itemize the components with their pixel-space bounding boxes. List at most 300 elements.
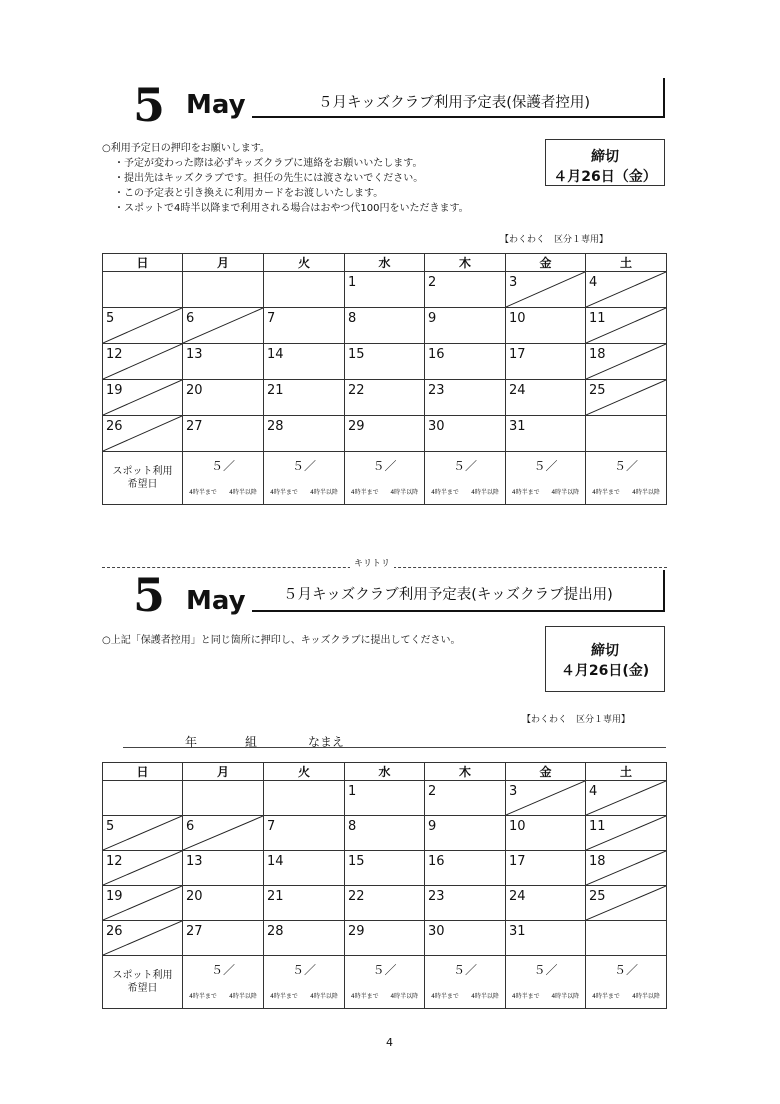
week-row (103, 308, 667, 344)
day-number: 26 (106, 419, 123, 434)
before-430-option[interactable]: 4時半まで (431, 992, 459, 1000)
day-number: 6 (186, 819, 195, 834)
weekday-header: 月 (183, 254, 264, 272)
slash-line (103, 308, 182, 343)
closed-day-slash (586, 851, 666, 885)
day-cell[interactable] (264, 308, 345, 344)
day-number: 11 (589, 819, 606, 834)
day-cell[interactable] (345, 886, 425, 921)
weekday-header: 土 (586, 763, 667, 781)
spot-time-row (103, 479, 667, 505)
day-number: 7 (267, 819, 276, 834)
day-number: 15 (348, 854, 365, 869)
slash-line (103, 380, 182, 415)
closed-day-slash (506, 272, 585, 307)
spot-date-text: ５／ (452, 962, 477, 977)
day-number: 30 (428, 419, 445, 434)
after-430-option[interactable]: 4時半以降 (551, 992, 580, 1000)
day-number: 12 (106, 854, 123, 869)
before-430-option[interactable]: 4時半まで (431, 488, 459, 496)
note-line: ・提出先はキッズクラブです。担任の先生には渡さないでください。 (114, 173, 424, 184)
before-430-option[interactable]: 4時半まで (189, 488, 217, 496)
day-cell[interactable] (345, 380, 425, 416)
submit-note: ○上記「保護者控用」と同じ箇所に押印し、キッズクラブに提出してください。 (102, 635, 461, 646)
day-number: 2 (428, 275, 437, 290)
note-line: ○利用予定日の押印をお願いします。 (102, 143, 270, 154)
weekday-header: 水 (345, 763, 425, 781)
before-430-option[interactable]: 4時半まで (350, 992, 379, 1000)
weekday-header: 金 (506, 763, 586, 781)
category-tag: 【わくわく 区分１専用】 (522, 715, 631, 725)
weekday-header: 水 (345, 254, 425, 272)
day-number: 20 (186, 889, 203, 904)
day-cell[interactable] (264, 344, 345, 380)
time-options (425, 487, 505, 496)
after-430-option[interactable]: 4時半以降 (229, 992, 257, 1000)
day-number: 15 (348, 347, 365, 362)
time-options (586, 487, 666, 496)
day-cell[interactable] (103, 380, 183, 416)
day-cell[interactable] (506, 851, 586, 886)
day-number: 4 (589, 275, 598, 290)
spot-date-text: ５／ (533, 458, 558, 473)
spot-time-cell (506, 479, 586, 505)
day-cell[interactable] (103, 416, 183, 452)
day-cell[interactable] (425, 886, 506, 921)
time-options (345, 991, 424, 1000)
deadline-date: ４月26日（金） (553, 169, 657, 185)
day-cell[interactable] (103, 851, 183, 886)
week-row (103, 851, 667, 886)
spot-date-cell[interactable] (425, 956, 506, 983)
after-430-option[interactable]: 4時半以降 (551, 488, 580, 496)
day-number: 28 (267, 419, 284, 434)
before-430-option[interactable]: 4時半まで (350, 488, 379, 496)
slash-line (183, 816, 263, 850)
closed-day-slash (183, 816, 263, 850)
slash-line (103, 921, 182, 955)
day-cell[interactable] (183, 380, 264, 416)
time-options (425, 991, 505, 1000)
spot-date-text: ５／ (613, 458, 638, 473)
before-430-option[interactable]: 4時半まで (270, 488, 298, 496)
day-cell[interactable] (264, 781, 345, 816)
closed-day-slash (183, 308, 263, 343)
closed-day-slash (103, 921, 182, 955)
day-number: 5 (106, 819, 115, 834)
day-number: 31 (509, 924, 526, 939)
notes (102, 141, 469, 216)
slash-line (506, 272, 585, 307)
day-cell[interactable] (103, 921, 183, 956)
spot-date-cell[interactable] (586, 452, 667, 479)
closed-day-slash (103, 886, 182, 920)
title-underline (252, 610, 665, 612)
weekday-header: 日 (103, 763, 183, 781)
time-options (586, 991, 666, 1000)
day-number: 27 (186, 419, 203, 434)
closed-day-slash (103, 851, 182, 885)
day-cell[interactable] (506, 816, 586, 851)
spot-time-row (103, 983, 667, 1009)
closed-day-slash (103, 344, 182, 379)
slash-line (103, 344, 182, 379)
day-number: 5 (106, 311, 115, 326)
day-cell[interactable] (183, 816, 264, 851)
before-430-option[interactable]: 4時半まで (511, 488, 540, 496)
class-field-label: 組 (245, 735, 258, 749)
day-cell[interactable] (586, 380, 667, 416)
weekday-header: 月 (183, 763, 264, 781)
day-cell[interactable] (264, 272, 345, 308)
spot-row (103, 452, 667, 479)
spot-date-cell[interactable] (506, 956, 586, 983)
page-title: ５月キッズクラブ利用予定表(保護者控用) (318, 95, 591, 111)
closed-day-slash (586, 272, 666, 307)
day-cell[interactable] (264, 921, 345, 956)
day-cell[interactable] (586, 781, 667, 816)
week-row (103, 272, 667, 308)
closed-day-slash (586, 781, 666, 815)
day-cell[interactable] (345, 816, 425, 851)
after-430-option[interactable]: 4時半以降 (229, 488, 257, 496)
day-number: 17 (509, 347, 526, 362)
after-430-option[interactable]: 4時半以降 (471, 992, 499, 1000)
day-cell[interactable] (425, 308, 506, 344)
week-row (103, 344, 667, 380)
deadline-label: 締切 (591, 643, 619, 659)
after-430-option[interactable]: 4時半以降 (632, 488, 660, 496)
closed-day-slash (586, 344, 666, 379)
spot-date-text: ５／ (291, 458, 316, 473)
day-cell[interactable] (425, 380, 506, 416)
spot-time-cell (264, 479, 345, 505)
day-cell[interactable] (425, 781, 506, 816)
spot-label-line: 希望日 (127, 983, 158, 994)
weekday-row (103, 763, 667, 781)
day-cell[interactable] (506, 344, 586, 380)
slash-line (586, 781, 666, 815)
spot-date-cell[interactable] (264, 956, 345, 983)
slash-line (586, 380, 666, 415)
day-cell[interactable] (345, 272, 425, 308)
day-cell[interactable] (506, 308, 586, 344)
day-number: 9 (428, 311, 437, 326)
slash-line (506, 781, 585, 815)
day-cell[interactable] (586, 851, 667, 886)
day-number: 3 (509, 275, 518, 290)
day-cell[interactable] (183, 416, 264, 452)
week-row (103, 380, 667, 416)
week-row (103, 886, 667, 921)
day-cell[interactable] (425, 921, 506, 956)
after-430-option[interactable]: 4時半以降 (390, 992, 419, 1000)
weekday-header: 木 (425, 763, 506, 781)
spot-time-cell (425, 983, 506, 1009)
day-number: 26 (106, 924, 123, 939)
day-cell[interactable] (264, 380, 345, 416)
spot-row (103, 956, 667, 983)
month-number: 5 (133, 78, 166, 132)
day-cell[interactable] (103, 308, 183, 344)
day-number: 19 (106, 889, 123, 904)
day-number: 25 (589, 889, 606, 904)
day-cell[interactable] (183, 921, 264, 956)
day-number: 18 (589, 347, 606, 362)
spot-date-cell[interactable] (183, 956, 264, 983)
day-cell[interactable] (183, 272, 264, 308)
day-cell[interactable] (103, 344, 183, 380)
spot-label-line: スポット利用 (112, 466, 173, 477)
day-number: 22 (348, 889, 365, 904)
time-options (345, 487, 424, 496)
day-number: 1 (348, 275, 357, 290)
slash-line (103, 851, 182, 885)
day-number: 29 (348, 419, 365, 434)
day-number: 27 (186, 924, 203, 939)
day-number: 22 (348, 383, 365, 398)
spot-date-text: ５／ (210, 962, 235, 977)
spot-date-text: ５／ (452, 458, 477, 473)
spot-time-cell (264, 983, 345, 1009)
day-cell[interactable] (103, 886, 183, 921)
day-number: 2 (428, 784, 437, 799)
weekday-header: 日 (103, 254, 183, 272)
closed-day-slash (586, 308, 666, 343)
day-number: 20 (186, 383, 203, 398)
closed-day-slash (586, 816, 666, 850)
day-number: 17 (509, 854, 526, 869)
day-cell[interactable] (103, 816, 183, 851)
spot-time-cell (183, 479, 264, 505)
day-number: 29 (348, 924, 365, 939)
name-field-label: なまえ (308, 735, 345, 749)
spot-label (103, 956, 183, 1009)
month-name: May (186, 90, 246, 120)
spot-date-cell[interactable] (264, 452, 345, 479)
weekday-header: 土 (586, 254, 667, 272)
day-number: 23 (428, 889, 445, 904)
closed-day-slash (103, 308, 182, 343)
day-number: 16 (428, 854, 445, 869)
weekday-header: 火 (264, 254, 345, 272)
day-cell[interactable] (586, 816, 667, 851)
spot-label (103, 452, 183, 505)
day-number: 30 (428, 924, 445, 939)
spot-date-cell[interactable] (586, 956, 667, 983)
day-cell[interactable] (103, 781, 183, 816)
spot-date-cell[interactable] (183, 452, 264, 479)
day-number: 25 (589, 383, 606, 398)
page-number: 4 (386, 1036, 393, 1049)
day-cell[interactable] (425, 851, 506, 886)
deadline-label: 締切 (591, 149, 619, 165)
day-cell[interactable] (586, 344, 667, 380)
spot-date-cell[interactable] (506, 452, 586, 479)
spot-date-cell[interactable] (345, 452, 425, 479)
spot-time-cell (345, 479, 425, 505)
time-options (264, 991, 344, 1000)
before-430-option[interactable]: 4時半まで (592, 992, 620, 1000)
day-cell[interactable] (264, 851, 345, 886)
spot-label-line: 希望日 (127, 479, 158, 490)
day-number: 21 (267, 383, 284, 398)
weekday-row (103, 254, 667, 272)
day-cell[interactable] (506, 781, 586, 816)
spot-time-cell (586, 983, 667, 1009)
day-cell[interactable] (425, 816, 506, 851)
deadline-box (545, 626, 665, 692)
slash-line (103, 416, 182, 451)
before-430-option[interactable]: 4時半まで (189, 992, 217, 1000)
closed-day-slash (103, 416, 182, 451)
day-cell[interactable] (506, 921, 586, 956)
after-430-option[interactable]: 4時半以降 (632, 992, 660, 1000)
slash-line (103, 886, 182, 920)
slash-line (586, 344, 666, 379)
day-number: 10 (509, 311, 526, 326)
month-name: May (186, 586, 246, 616)
day-number: 14 (267, 347, 284, 362)
student-info (123, 733, 666, 748)
day-cell[interactable] (425, 272, 506, 308)
closed-day-slash (103, 380, 182, 415)
before-430-option[interactable]: 4時半まで (511, 992, 540, 1000)
spot-time-cell (506, 983, 586, 1009)
day-cell[interactable] (345, 851, 425, 886)
day-number: 9 (428, 819, 437, 834)
day-cell[interactable] (183, 851, 264, 886)
spot-label-line: スポット利用 (112, 970, 173, 981)
day-cell[interactable] (345, 416, 425, 452)
day-cell[interactable] (506, 272, 586, 308)
slash-line (586, 272, 666, 307)
month-number: 5 (133, 568, 166, 622)
day-number: 1 (348, 784, 357, 799)
week-row (103, 781, 667, 816)
day-cell[interactable] (345, 308, 425, 344)
day-cell[interactable] (345, 781, 425, 816)
slash-line (586, 816, 666, 850)
day-number: 12 (106, 347, 123, 362)
slash-line (103, 816, 182, 850)
day-cell[interactable] (264, 416, 345, 452)
deadline-date: ４月26日(金) (560, 663, 650, 679)
week-row (103, 921, 667, 956)
day-cell[interactable] (183, 781, 264, 816)
spot-date-text: ５／ (372, 458, 397, 473)
day-cell[interactable] (586, 886, 667, 921)
after-430-option[interactable]: 4時半以降 (390, 488, 419, 496)
day-cell[interactable] (425, 344, 506, 380)
slash-line (586, 886, 666, 920)
slash-line (183, 308, 263, 343)
day-cell[interactable] (264, 886, 345, 921)
day-cell[interactable] (586, 272, 667, 308)
before-430-option[interactable]: 4時半まで (592, 488, 620, 496)
note-line: ・この予定表と引き換えに利用カードをお渡しいたします。 (114, 188, 384, 199)
day-cell[interactable] (183, 344, 264, 380)
day-cell[interactable] (425, 416, 506, 452)
closed-day-slash (103, 816, 182, 850)
day-number: 28 (267, 924, 284, 939)
day-cell[interactable] (506, 416, 586, 452)
spot-time-cell (183, 983, 264, 1009)
closed-day-slash (586, 380, 666, 415)
spot-date-text: ５／ (210, 458, 235, 473)
day-cell[interactable] (345, 921, 425, 956)
day-cell[interactable] (586, 921, 667, 956)
closed-day-slash (586, 886, 666, 920)
day-cell[interactable] (264, 816, 345, 851)
day-number: 3 (509, 784, 518, 799)
day-number: 13 (186, 854, 203, 869)
after-430-option[interactable]: 4時半以降 (310, 488, 338, 496)
time-options (506, 487, 585, 496)
calendar-table (102, 253, 667, 505)
time-options (183, 487, 263, 496)
after-430-option[interactable]: 4時半以降 (471, 488, 499, 496)
day-number: 24 (509, 383, 526, 398)
after-430-option[interactable]: 4時半以降 (310, 992, 338, 1000)
spot-date-cell[interactable] (345, 956, 425, 983)
cut-label: キリトリ (350, 556, 394, 569)
deadline-box (545, 139, 665, 186)
day-number: 4 (589, 784, 598, 799)
day-number: 10 (509, 819, 526, 834)
time-options (506, 991, 585, 1000)
note-line: ・予定が変わった際は必ずキッズクラブに連絡をお願いいたします。 (114, 158, 423, 169)
day-number: 7 (267, 311, 276, 326)
closed-day-slash (506, 781, 585, 815)
day-cell[interactable] (183, 308, 264, 344)
day-number: 31 (509, 419, 526, 434)
week-row (103, 416, 667, 452)
title-bar (663, 78, 665, 118)
calendar-table (102, 762, 667, 1009)
spot-time-cell (586, 479, 667, 505)
spot-date-text: ５／ (291, 962, 316, 977)
day-cell[interactable] (506, 380, 586, 416)
day-number: 11 (589, 311, 606, 326)
day-number: 19 (106, 383, 123, 398)
time-options (264, 487, 344, 496)
spot-date-text: ５／ (372, 962, 397, 977)
before-430-option[interactable]: 4時半まで (270, 992, 298, 1000)
day-cell[interactable] (183, 886, 264, 921)
spot-time-cell (425, 479, 506, 505)
slash-line (586, 308, 666, 343)
day-cell[interactable] (586, 308, 667, 344)
day-cell[interactable] (506, 886, 586, 921)
day-number: 8 (348, 311, 357, 326)
day-cell[interactable] (345, 344, 425, 380)
title-underline (252, 116, 665, 118)
day-number: 23 (428, 383, 445, 398)
spot-date-text: ５／ (613, 962, 638, 977)
day-number: 6 (186, 311, 195, 326)
day-cell[interactable] (103, 272, 183, 308)
day-number: 21 (267, 889, 284, 904)
year-field-label: 年 (185, 735, 198, 749)
weekday-header: 金 (506, 254, 586, 272)
day-number: 24 (509, 889, 526, 904)
day-number: 13 (186, 347, 203, 362)
spot-date-text: ５／ (533, 962, 558, 977)
spot-date-cell[interactable] (425, 452, 506, 479)
day-number: 16 (428, 347, 445, 362)
day-cell[interactable] (586, 416, 667, 452)
